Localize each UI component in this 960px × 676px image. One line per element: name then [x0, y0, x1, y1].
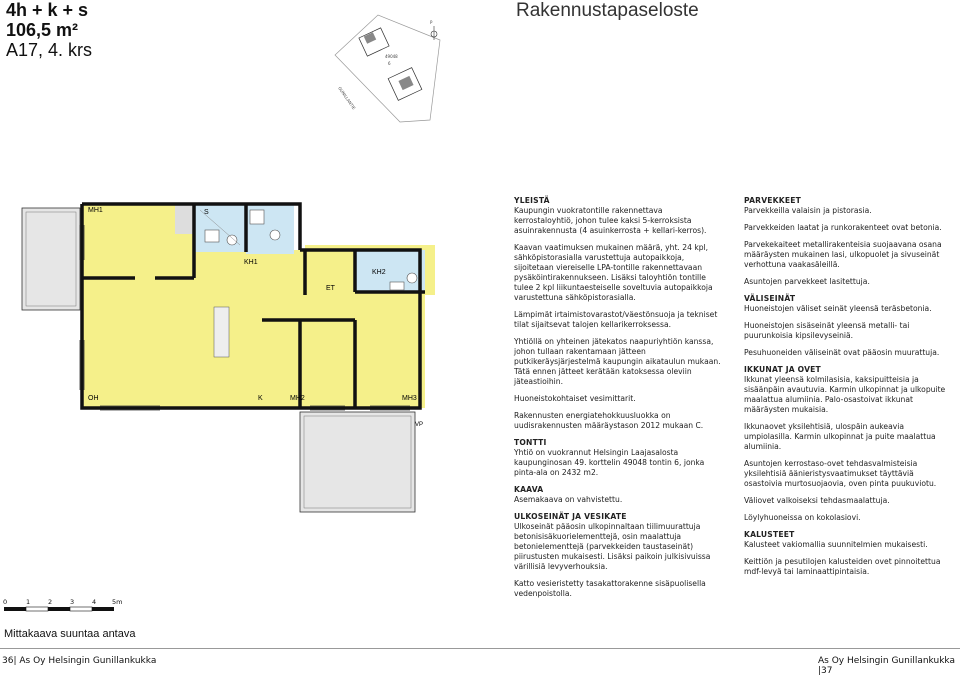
scale-tick-5: 5m [112, 598, 123, 606]
yleista-p3: Lämpimät irtaimistovarastot/väestönsuoja ja tekniset tilat sijaitsevat talojen kellarikerroksessa. [514, 310, 718, 329]
apartment-type: 4h + k + s [6, 0, 89, 20]
kal-p1: Kalusteet vakiomallia suunnitelmien mukaisesti. [744, 540, 928, 549]
vali-p1: Huoneistojen väliset seinät yleensä teräsbetonia. [744, 304, 932, 313]
footer-right: As Oy Helsingin Gunillankukka |37 [818, 656, 955, 676]
apartment-floor: A17, 4. krs [6, 40, 93, 60]
scale-tick-4: 4 [92, 598, 97, 606]
parv-p2: Parvekkeiden laatat ja runkorakenteet ovat betonia. [744, 223, 942, 232]
spec-column-1 [514, 196, 724, 606]
ikk-p5: Löylyhuoneissa on kokolasiovi. [744, 513, 861, 522]
scale-note: Mittakaava suuntaa antava [4, 628, 136, 640]
yleista-p2: Kaavan vaatimuksen mukainen määrä, yht. 24 kpl, sähköpistorasialla varustettuja autopaikkoja, sijoitetaan viereiselle LPA-tontille rakennettavaan pysäköintirakennukseen. Lisäksi taloyhtiön tontille tulee 2 kpl liikuntaesteiselle soveltuvia autopaikkoja varustettuna sähköpistorasialla. [514, 243, 713, 302]
apartment-area: 106,5 m² [6, 20, 79, 40]
section-heading-kaava: KAAVA [514, 485, 544, 494]
parv-p1: Parvekkeilla valaisin ja pistorasia. [744, 206, 872, 215]
room-label-mh2: MH2 [290, 395, 305, 402]
section-heading-yleista: YLEISTÄ [514, 196, 550, 205]
section-heading-ikkunat: IKKUNAT JA OVET [744, 365, 821, 374]
page-title: Rakennustapaseloste [516, 0, 699, 21]
scale-tick-3: 3 [70, 598, 75, 606]
page-number-right: 37 [821, 666, 833, 676]
kaava-p: Asemakaava on vahvistettu. [514, 495, 623, 504]
scale-tick-1: 1 [26, 598, 31, 606]
ikk-p4: Väliovet valkoiseksi tehdasmaalattuja. [744, 496, 890, 505]
scale-tick-2: 2 [48, 598, 53, 606]
spec-column-2 [744, 196, 954, 584]
section-heading-tontti: TONTTI [514, 438, 547, 447]
shower-icon [250, 210, 264, 224]
footer-left-name: As Oy Helsingin Gunillankukka [19, 656, 157, 666]
yleista-p1: Kaupungin vuokratontille rakennettava kerrostaloyhtiö, johon tulee kaksi 5-kerroksista asuinrakennusta (4 asuinkerrosta + kellari-kerros). [514, 206, 707, 235]
site-lot-label: 6 [388, 61, 391, 66]
ikk-p2: Ikkunaovet yksilehtisiä, ulospäin aukeavia umpiolasilla. Karmin ulkopinnat ja puite maalattua alumiinia. [744, 422, 936, 451]
sink-icon [390, 282, 404, 290]
yleista-p4: Yhtiöllä on yhteinen jätekatos naapuriyhtiön kanssa, johon tullaan rakentamaan jätteen putkikeräysjärjestelmä kaupungin aikataulun mukaan. Tätä ennen jätteet kerätään katoksessa oleviin jäteastioihin. [514, 337, 721, 386]
footer-left: 36| As Oy Helsingin Gunillankukka [2, 656, 157, 666]
site-street-label: GUNILLANTIE [337, 85, 357, 111]
vali-p2: Huoneistojen sisäseinät yleensä metalli- tai puurunkoisia kipsilevyseiniä. [744, 321, 910, 340]
room-mh3 [360, 295, 425, 408]
room-label-et: ET [326, 285, 335, 292]
footer-right-name: As Oy Helsingin Gunillankukka [818, 656, 955, 666]
room-label-kh2: KH2 [372, 269, 386, 276]
scale-tick-0: 0 [3, 598, 8, 606]
footer-divider [0, 648, 960, 649]
room-label-s: S [204, 209, 209, 216]
kal-p2: Keittiön ja pesutilojen kalusteiden ovet pinnoitettua mdf-levyä tai laminaattipintaisia. [744, 557, 941, 576]
site-block-label: 49048 [385, 54, 398, 59]
floor-plan [0, 190, 480, 520]
room-label-mh3: MH3 [402, 395, 417, 402]
ulko-p1: Ulkoseinät pääosin ulkopinnaltaan tiilimuurattuja betonisisäkuorielementtejä, osin maalattuja betonielementtejä (parvekkeiden taustaseinät) piirustusten mukaisesti. Lisäksi paikoin julkisivuissa värillisiä levyverhouksia. [514, 522, 711, 571]
yleista-p5: Huoneistokohtaiset vesimittarit. [514, 394, 636, 403]
site-north-label: P [430, 20, 433, 25]
section-heading-valiseinat: VÄLISEINÄT [744, 294, 796, 303]
yleista-p6: Rakennusten energiatehokkuusluokka on uudisrakennusten määräystason 2012 mukaan C. [514, 411, 704, 430]
vali-p3: Pesuhuoneiden väliseinät ovat pääosin muurattuja. [744, 348, 940, 357]
room-label-k: K [258, 395, 263, 402]
tontti-p: Yhtiö on vuokrannut Helsingin Laajasalosta kaupunginosan 49. korttelin 49048 tontin 6, jonka pinta-ala on 2432 m2. [514, 448, 705, 477]
room-label-vp: VP [415, 422, 424, 428]
parv-p3: Parvekekaiteet metallirakenteisia suojaavana osana määräysten mukainen lasi, ulkopuolet ja sivuseinät verhottuna vaakasäleillä. [744, 240, 942, 269]
section-heading-ulkoseinat: ULKOSEINÄT JA VESIKATE [514, 512, 627, 521]
section-heading-parvekkeet: PARVEKKEET [744, 196, 801, 205]
room-label-mh1: MH1 [88, 207, 103, 214]
page-number-left: 36 [2, 656, 14, 666]
room-label-kh1: KH1 [244, 259, 258, 266]
parv-p4: Asuntojen parvekkeet lasitettuja. [744, 277, 870, 286]
toilet-icon [227, 235, 237, 245]
balcony-bottom [300, 412, 415, 512]
room-s [194, 204, 246, 252]
section-heading-kalusteet: KALUSTEET [744, 530, 795, 539]
balcony-left [22, 208, 80, 310]
ikk-p3: Asuntojen kerrostaso-ovet tehdasvalmisteisia yksilehtisiä äänieristysvaatimukset täyttäviä osastoivia murtosuojaovia, oven pinta puukuviotu. [744, 459, 937, 488]
ulko-p2: Katto vesieristetty tasakattorakenne sisäpuolisella vedenpoistolla. [514, 579, 706, 598]
site-plan [330, 10, 460, 125]
ikk-p1: Ikkunat yleensä kolmilasisia, kaksipuitteisia ja sisäänpäin avautuvia. Karmin ulkopinnat ja ulkopuite maalattua alumiinia. Palo-osastoivat ikkunat määräysten mukaisia. [744, 375, 946, 414]
room-label-oh: OH [88, 395, 99, 402]
